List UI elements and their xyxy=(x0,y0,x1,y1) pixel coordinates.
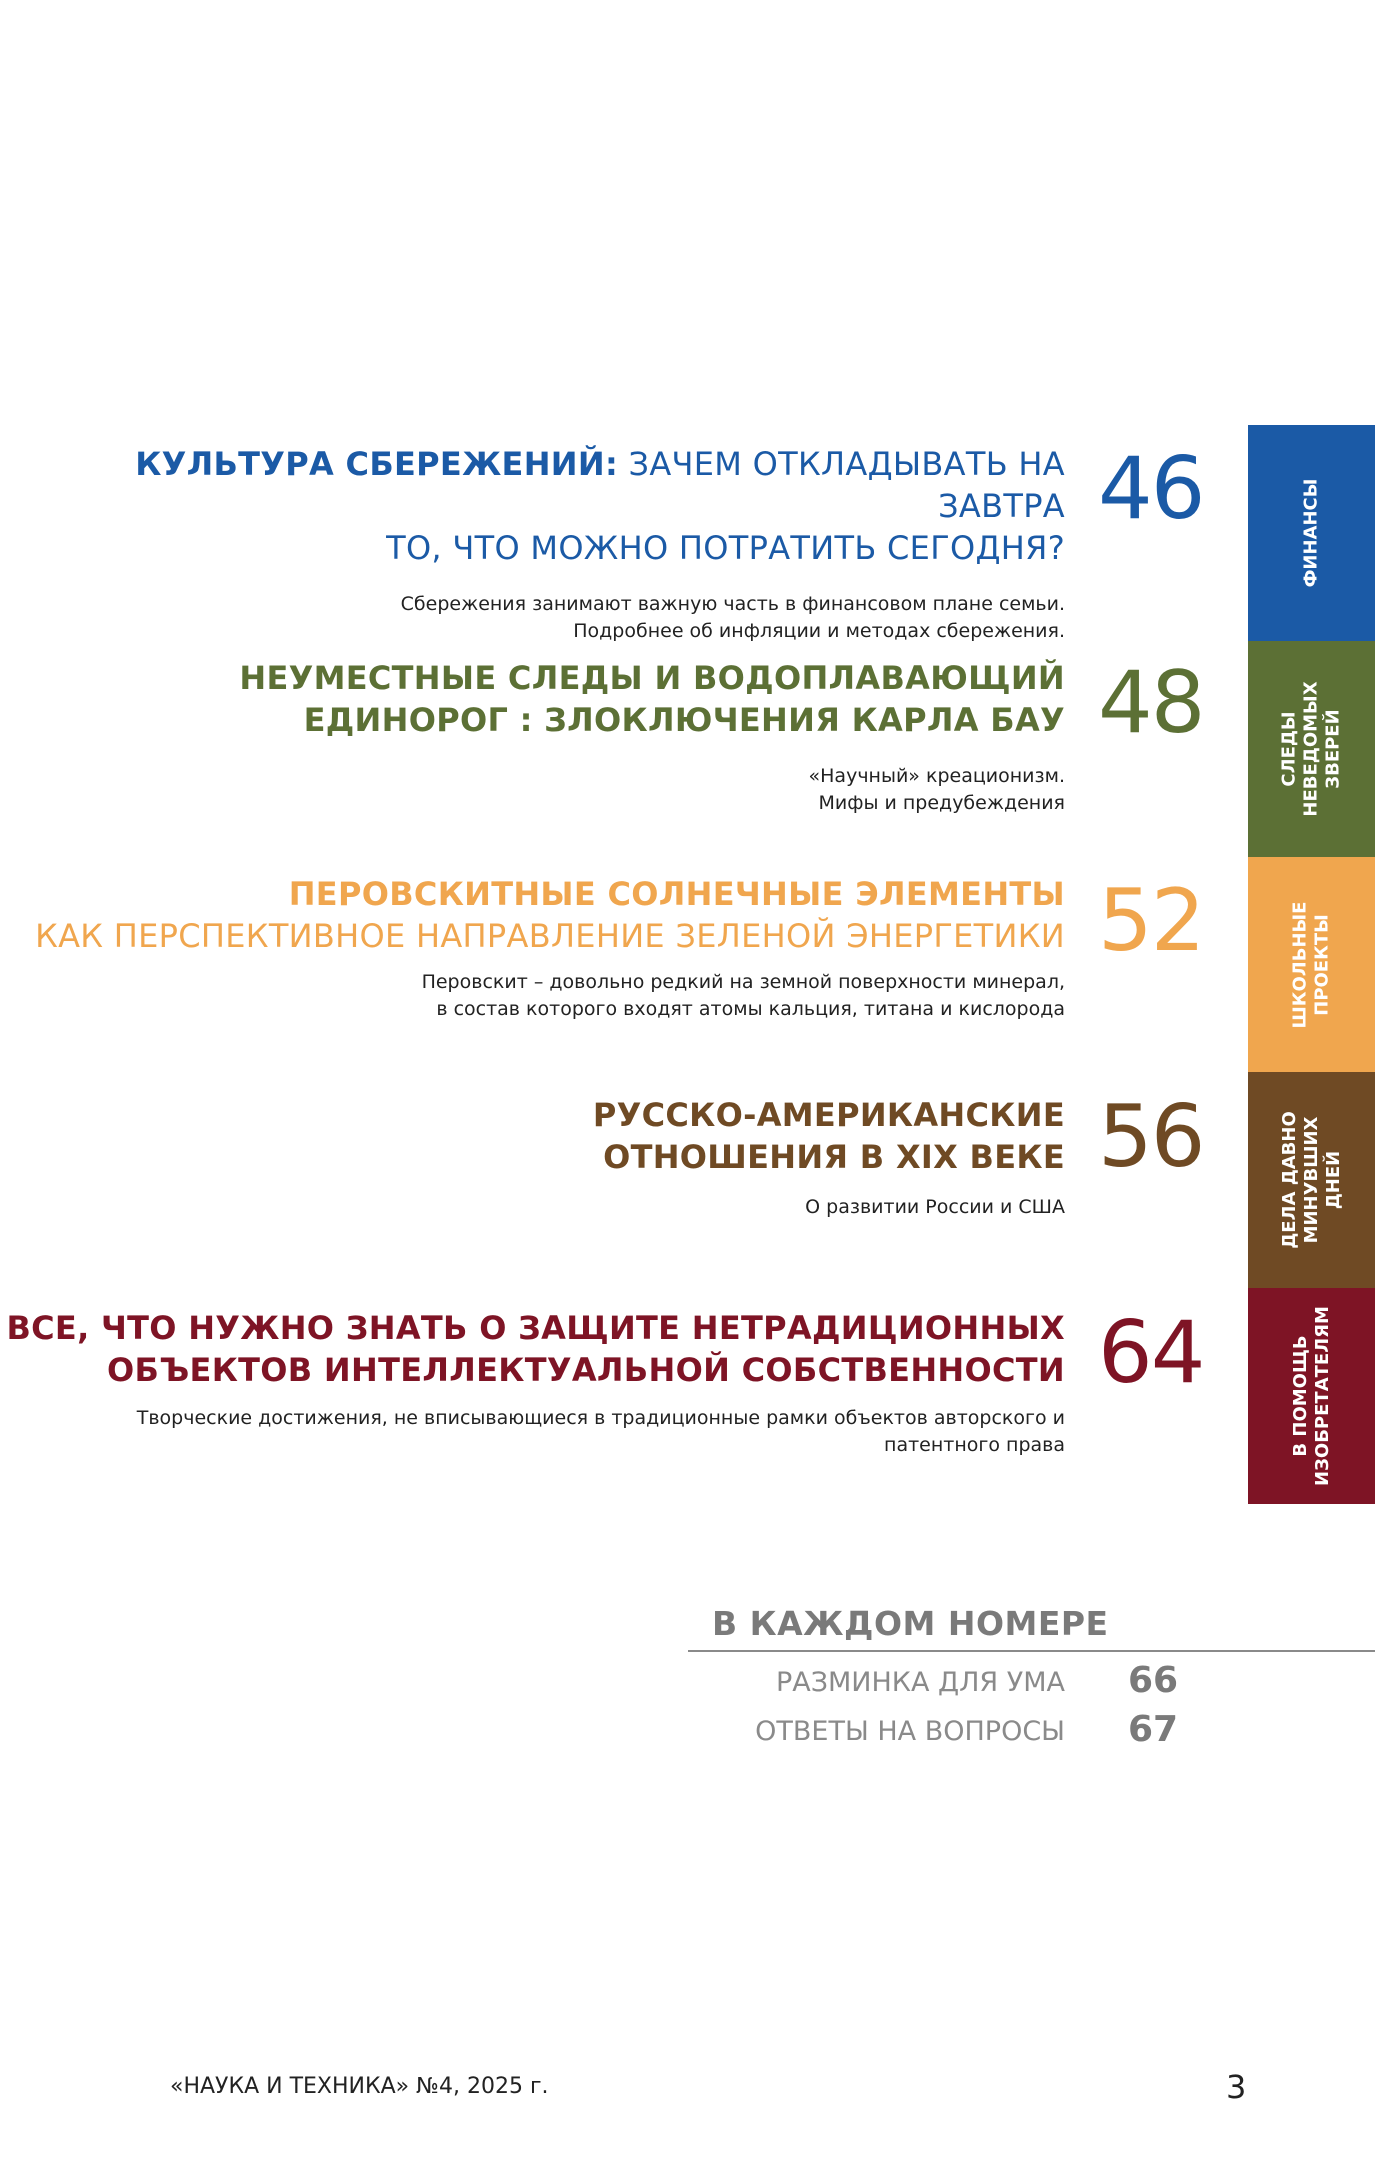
entry-title-line: ЕДИНОРОГ : ЗЛОКЛЮЧЕНИЯ КАРЛА БАУ xyxy=(303,701,1065,739)
entry-desc-line: О развитии России и США xyxy=(805,1196,1065,1218)
section-tab-history[interactable] xyxy=(1248,1072,1375,1288)
section-tab-inventors[interactable] xyxy=(1248,1288,1375,1504)
every-issue-item-label[interactable]: ОТВЕТЫ НА ВОПРОСЫ xyxy=(755,1716,1065,1747)
entry-title-line: ПЕРОВСКИТНЫЕ СОЛНЕЧНЫЕ ЭЛЕМЕНТЫ xyxy=(288,875,1065,913)
section-tab-traces[interactable] xyxy=(1248,641,1375,857)
entry-desc-line: Перовскит – довольно редкий на земной поверхности минерал, xyxy=(421,971,1065,993)
entry-description xyxy=(593,1194,1065,1221)
every-issue-item-page[interactable]: 67 xyxy=(1128,1709,1179,1750)
section-tab-finance[interactable] xyxy=(1248,425,1375,641)
entry-title-rest: ЗАЧЕМ ОТКЛАДЫВАТЬ НА ЗАВТРА xyxy=(618,445,1065,525)
entry-desc-line: Творческие достижения, не вписывающиеся в традиционные рамки объектов авторского и xyxy=(136,1407,1065,1429)
entry-description xyxy=(35,969,1065,1023)
entry-title-line: ОБЪЕКТОВ ИНТЕЛЛЕКТУАЛЬНОЙ СОБСТВЕННОСТИ xyxy=(107,1351,1065,1389)
tab-label: ШКОЛЬНЫЕ ПРОЕКТЫ xyxy=(1289,901,1333,1028)
entry-title-line: РУССКО-АМЕРИКАНСКИЕ xyxy=(592,1096,1065,1134)
tab-label: ДЕЛА ДАВНО МИНУВШИХ ДНЕЙ xyxy=(1278,1111,1344,1249)
page-number: 3 xyxy=(1226,2068,1247,2106)
entry-title-bold: КУЛЬТУРА СБЕРЕЖЕНИЙ: xyxy=(135,445,619,483)
entry-desc-line: «Научный» креационизм. xyxy=(808,765,1065,787)
entry-desc-line: Подробнее об инфляции и методах сбережения. xyxy=(573,620,1065,642)
entry-description xyxy=(239,763,1065,817)
entry-title-line: ОТНОШЕНИЯ В XIX ВЕКЕ xyxy=(603,1138,1065,1176)
every-issue-heading: В КАЖДОМ НОМЕРЕ xyxy=(712,1604,1109,1643)
section-tab-school[interactable] xyxy=(1248,857,1375,1072)
every-issue-item-page[interactable]: 66 xyxy=(1128,1660,1179,1701)
entry-title-line: КАК ПЕРСПЕКТИВНОЕ НАПРАВЛЕНИЕ ЗЕЛЕНОЙ ЭНЕРГЕТИКИ xyxy=(35,917,1065,955)
entry-page-number[interactable]: 46 xyxy=(1098,439,1204,539)
publication-footer: «НАУКА И ТЕХНИКА» №4, 2025 г. xyxy=(170,2074,549,2099)
entry-title-line: НЕУМЕСТНЫЕ СЛЕДЫ И ВОДОПЛАВАЮЩИЙ xyxy=(239,659,1065,697)
entry-desc-line: патентного права xyxy=(884,1434,1065,1456)
toc-entry-finance[interactable] xyxy=(0,443,1065,645)
entry-description xyxy=(0,591,1065,645)
entry-page-number[interactable]: 52 xyxy=(1098,871,1204,971)
entry-desc-line: Мифы и предубеждения xyxy=(818,792,1065,814)
entry-description xyxy=(6,1405,1065,1459)
entry-page-number[interactable]: 56 xyxy=(1098,1087,1204,1187)
entry-title-rest-2: ТО, ЧТО МОЖНО ПОТРАТИТЬ СЕГОДНЯ? xyxy=(386,529,1065,567)
entry-title xyxy=(0,443,1065,569)
entry-desc-line: в состав которого входят атомы кальция, титана и кислорода xyxy=(436,998,1065,1020)
toc-entry-traces[interactable] xyxy=(239,657,1065,817)
every-issue-item-label[interactable]: РАЗМИНКА ДЛЯ УМА xyxy=(775,1667,1065,1698)
entry-page-number[interactable]: 48 xyxy=(1098,653,1204,753)
tab-label: ФИНАНСЫ xyxy=(1300,478,1322,588)
entry-desc-line: Сбережения занимают важную часть в финансовом плане семьи. xyxy=(400,593,1065,615)
toc-entry-history[interactable] xyxy=(593,1094,1065,1221)
entry-title-line: ВСЕ, ЧТО НУЖНО ЗНАТЬ О ЗАЩИТЕ НЕТРАДИЦИОННЫХ xyxy=(6,1309,1065,1347)
tab-label: СЛЕДЫ НЕВЕДОМЫХ ЗВЕРЕЙ xyxy=(1278,681,1344,817)
toc-entry-ip[interactable] xyxy=(6,1307,1065,1459)
entry-page-number[interactable]: 64 xyxy=(1098,1303,1204,1403)
tab-label: В ПОМОЩЬ ИЗОБРЕТАТЕЛЯМ xyxy=(1289,1306,1333,1486)
every-issue-divider xyxy=(688,1650,1375,1652)
toc-entry-perovskite[interactable] xyxy=(35,873,1065,1023)
